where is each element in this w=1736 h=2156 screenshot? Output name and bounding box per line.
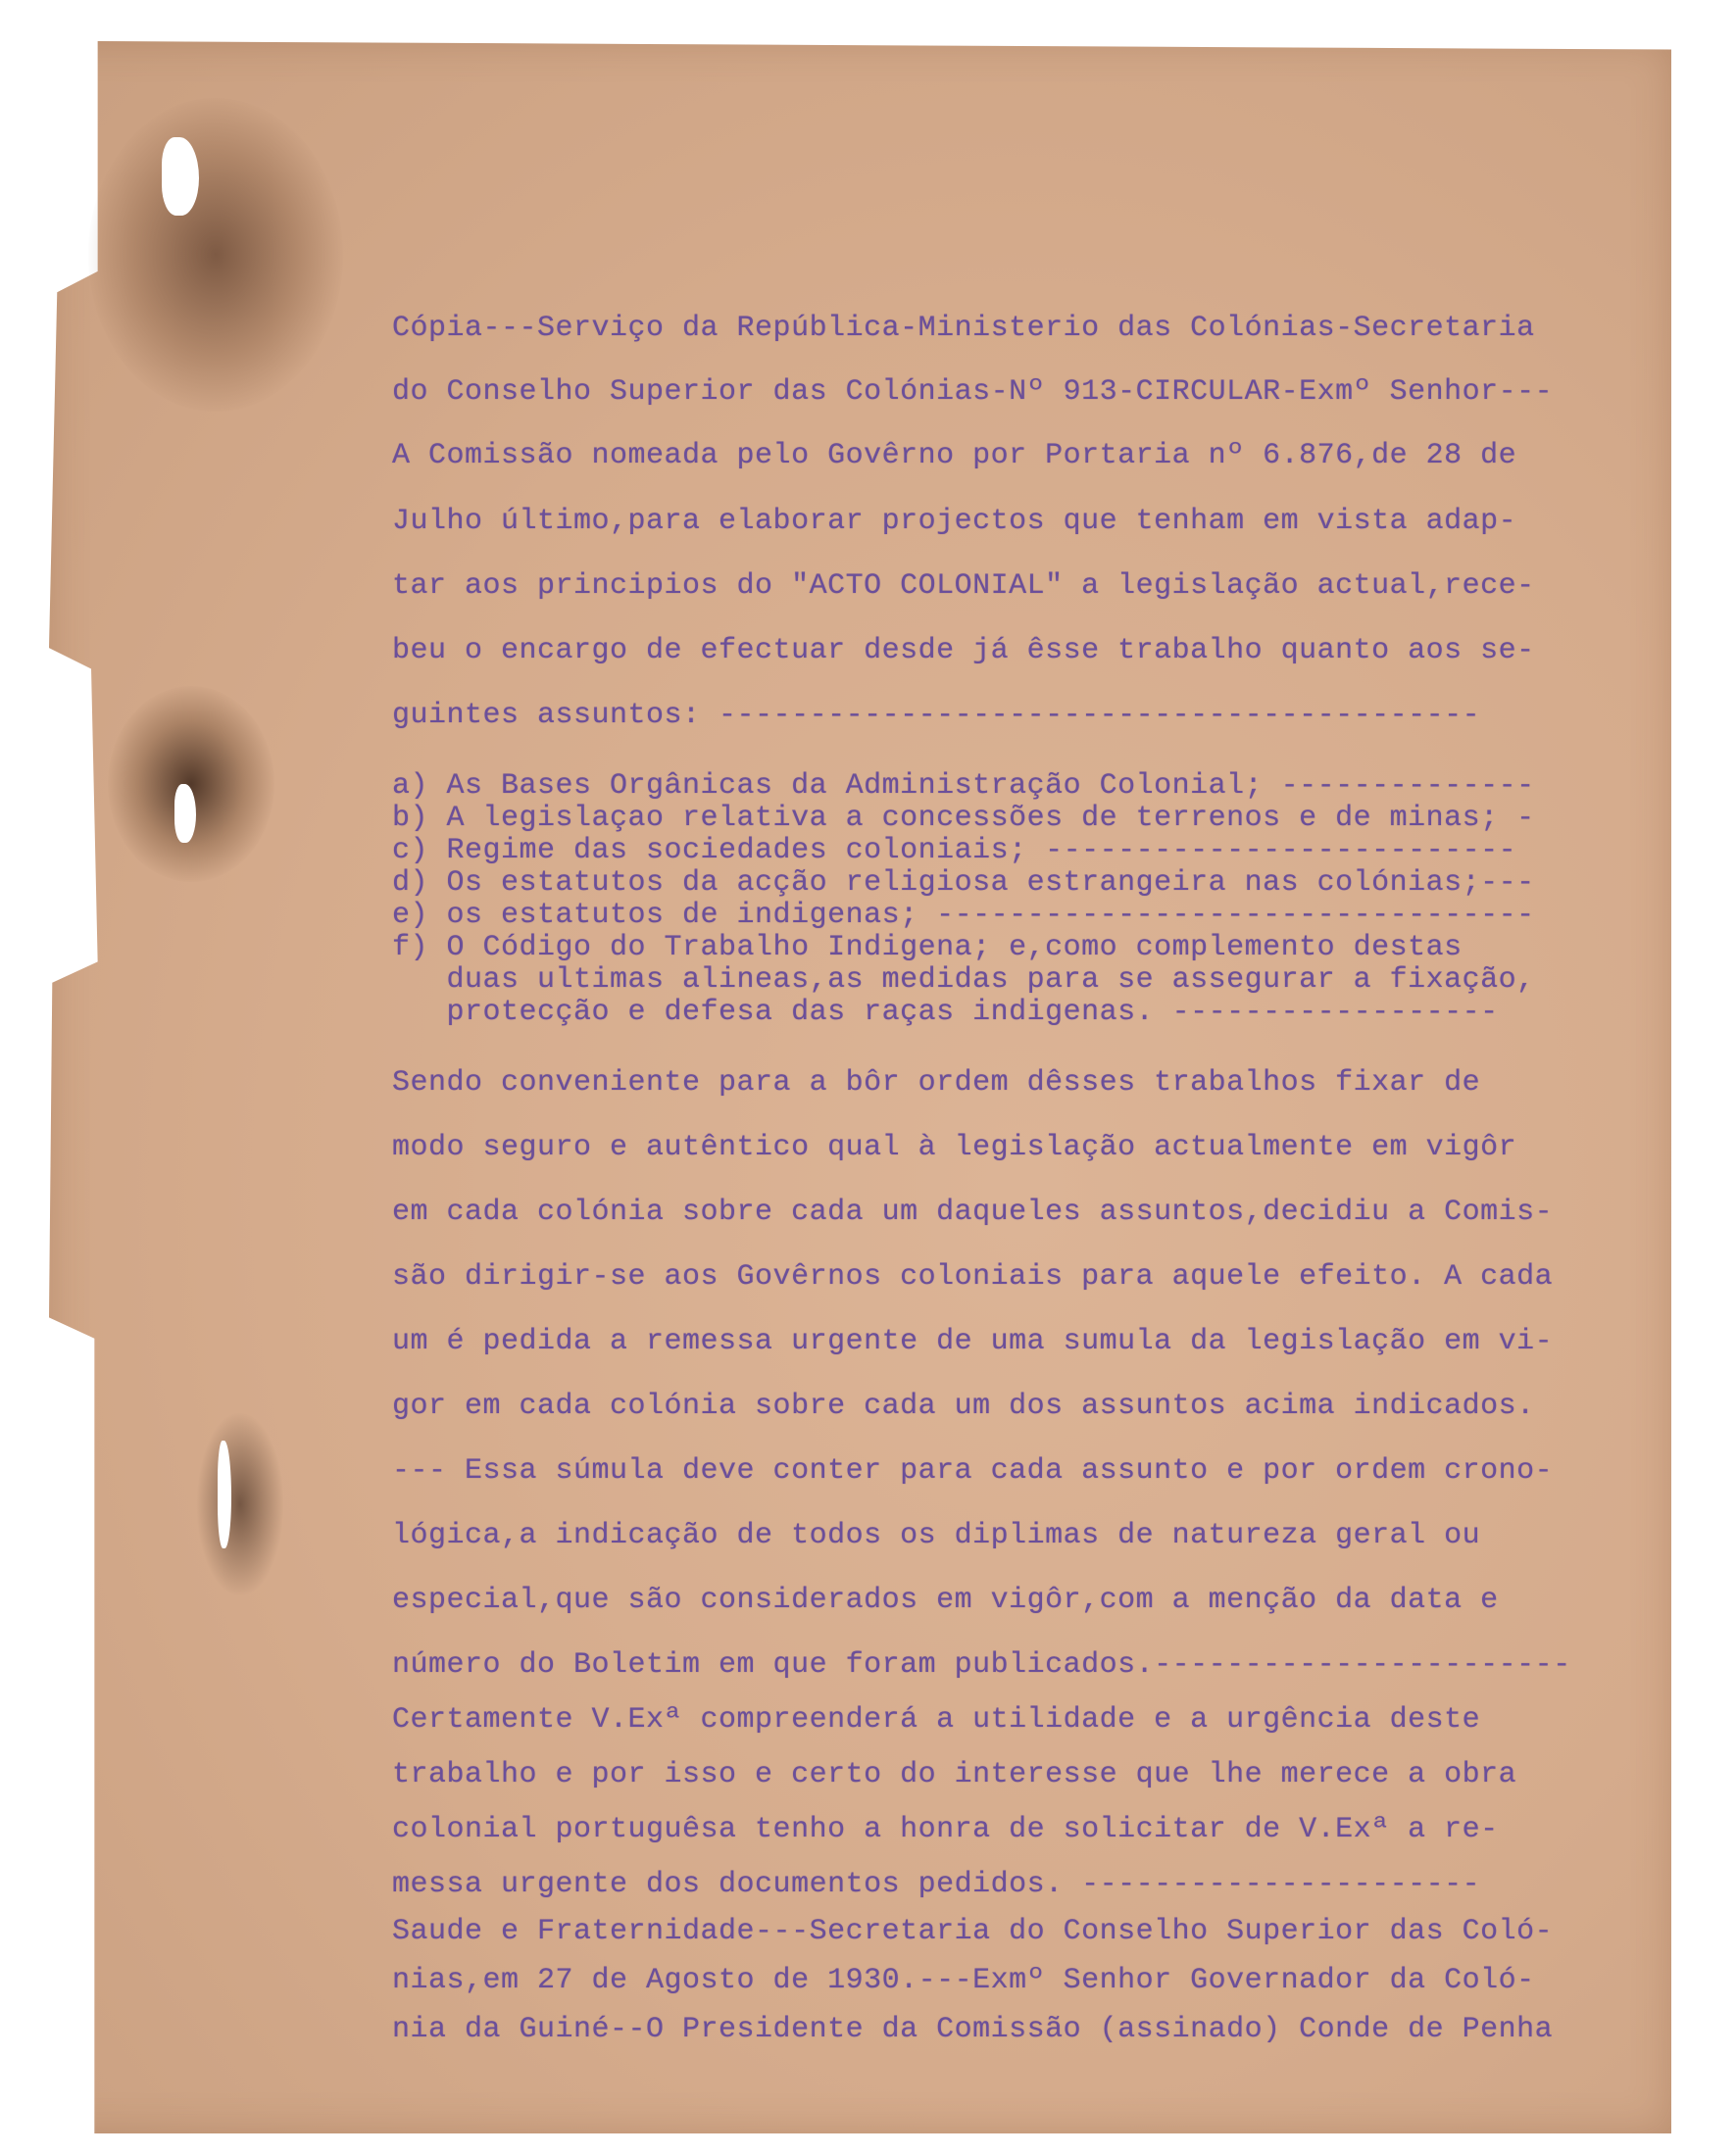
list-item: d) Os estatutos da acção religiosa estrangeira nas colónias;--- xyxy=(392,866,1535,900)
burn-hole xyxy=(49,1735,67,1784)
text-line: A Comissão nomeada pelo Govêrno por Portaria nº 6.876,de 28 de xyxy=(392,439,1517,472)
text-line: Cópia---Serviço da República-Ministerio das Colónias-Secretaria xyxy=(392,312,1535,345)
list-item: a) As Bases Orgânicas da Administração Colonial; -------------- xyxy=(392,769,1535,803)
text-line: Saude e Fraternidade---Secretaria do Conselho Superior das Coló- xyxy=(392,1915,1554,1948)
text-line: --- Essa súmula deve conter para cada assunto e por ordem crono- xyxy=(392,1454,1554,1488)
text-line: beu o encargo de efectuar desde já êsse trabalho quanto aos se- xyxy=(392,634,1535,667)
burn-hole xyxy=(174,784,196,843)
text-line: nia da Guiné--O Presidente da Comissão (assinado) Conde de Penha xyxy=(392,2013,1554,2046)
text-line: número do Boletim em que foram publicados.----------------------- xyxy=(392,1648,1571,1682)
text-line: lógica,a indicação de todos os diplimas de natureza geral ou xyxy=(392,1519,1481,1552)
text-line: do Conselho Superior das Colónias-Nº 913-CIRCULAR-Exmº Senhor--- xyxy=(392,375,1554,409)
text-line: colonial portuguêsa tenho a honra de solicitar de V.Exª a re- xyxy=(392,1813,1499,1846)
text-line: Certamente V.Exª compreenderá a utilidade e a urgência deste xyxy=(392,1703,1481,1737)
list-item: protecção e defesa das raças indigenas. ------------------ xyxy=(392,996,1499,1029)
text-line: em cada colónia sobre cada um daqueles assuntos,decidiu a Comis- xyxy=(392,1196,1554,1229)
burn-hole xyxy=(218,1441,231,1548)
text-line: nias,em 27 de Agosto de 1930.---Exmº Senhor Governador da Coló- xyxy=(392,1964,1535,1997)
text-line: tar aos principios do "ACTO COLONIAL" a legislação actual,rece- xyxy=(392,569,1535,603)
burn-hole xyxy=(162,137,199,216)
text-line: especial,que são considerados em vigôr,com a menção da data e xyxy=(392,1584,1499,1617)
list-item: c) Regime das sociedades coloniais; -------------------------- xyxy=(392,834,1517,867)
text-line: são dirigir-se aos Govêrnos coloniais para aquele efeito. A cada xyxy=(392,1260,1554,1294)
list-item: duas ultimas alineas,as medidas para se assegurar a fixação, xyxy=(392,963,1535,997)
list-item: b) A legislaçao relativa a concessões de terrenos e de minas; - xyxy=(392,802,1535,835)
list-item: f) O Código do Trabalho Indigena; e,como complemento destas xyxy=(392,931,1463,964)
text-line: Sendo conveniente para a bôr ordem dêsses trabalhos fixar de xyxy=(392,1066,1481,1100)
text-line: trabalho e por isso e certo do interesse que lhe merece a obra xyxy=(392,1758,1517,1791)
list-item: e) os estatutos de indigenas; --------------------------------- xyxy=(392,899,1535,932)
text-line: messa urgente dos documentos pedidos. ---------------------- xyxy=(392,1868,1481,1901)
text-line: gor em cada colónia sobre cada um dos assuntos acima indicados. xyxy=(392,1390,1535,1423)
text-line: Julho último,para elaborar projectos que tenham em vista adap- xyxy=(392,505,1517,538)
text-line: guintes assuntos: ------------------------------------------ xyxy=(392,699,1481,732)
text-line: modo seguro e autêntico qual à legislação actualmente em vigôr xyxy=(392,1131,1517,1164)
text-line: um é pedida a remessa urgente de uma sumula da legislação em vi- xyxy=(392,1325,1554,1358)
